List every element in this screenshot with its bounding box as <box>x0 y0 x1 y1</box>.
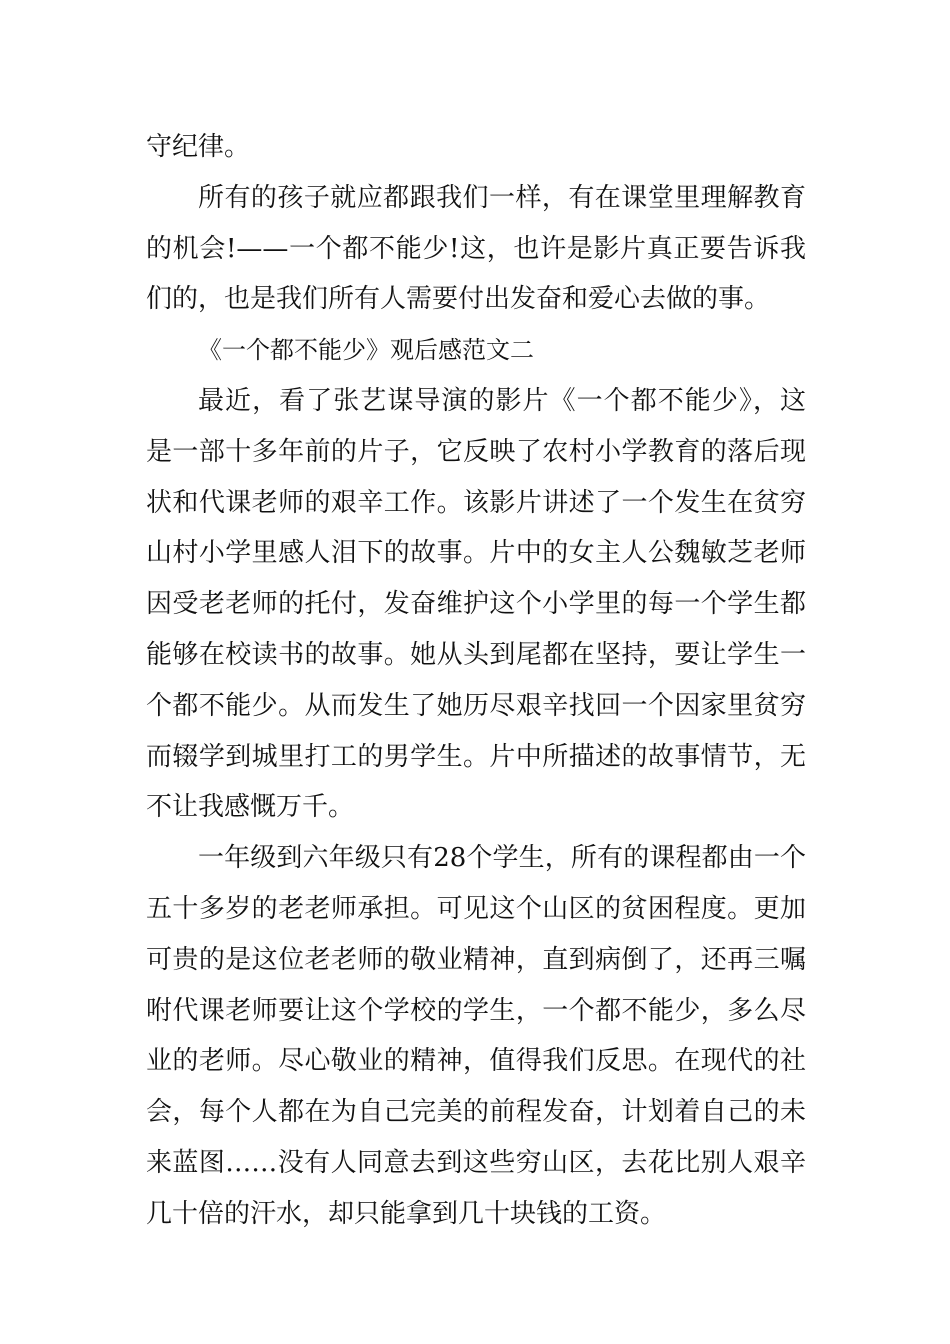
document-body <box>146 122 806 1240</box>
paragraph-intro: 最近，看了张艺谋导演的影片《一个都不能少》，这是一部十多年前的片子，它反映了农村小学教育的落后现状和代课老师的艰辛工作。该影片讲述了一个发生在贫穷山村小学里感人泪下的故事。片中的女主人公魏敏芝老师因受老老师的托付，发奋维护这个小学里的每一个学生都能够在校读书的故事。她从头到尾都在坚持，要让学生一个都不能少。从而发生了她历尽艰辛找回一个因家里贫穷而辍学到城里打工的男学生。片中所描述的故事情节，无不让我感慨万千。 <box>146 385 806 823</box>
paragraph-continuation: 守纪律。 <box>146 132 251 162</box>
paragraph-conclusion: 所有的孩子就应都跟我们一样，有在课堂里理解教育的机会!——一个都不能少!这，也许是影片真正要告诉我们的，也是我们所有人需要付出发奋和爱心去做的事。 <box>146 182 806 315</box>
section-heading: 《一个都不能少》观后感范文二 <box>198 336 534 365</box>
paragraph-reflection: 一年级到六年级只有28个学生，所有的课程都由一个五十多岁的老老师承担。可见这个山区的贫困程度。更加可贵的是这位老老师的敬业精神，直到病倒了，还再三嘱咐代课老师要让这个学校的学生，一个都不能少，多么尽业的老师。尽心敬业的精神，值得我们反思。在现代的社会，每个人都在为自己完美的前程发奋，计划着自己的未来蓝图……没有人同意去到这些穷山区，去花比别人艰辛几十倍的汗水，却只能拿到几十块钱的工资。 <box>146 843 806 1229</box>
